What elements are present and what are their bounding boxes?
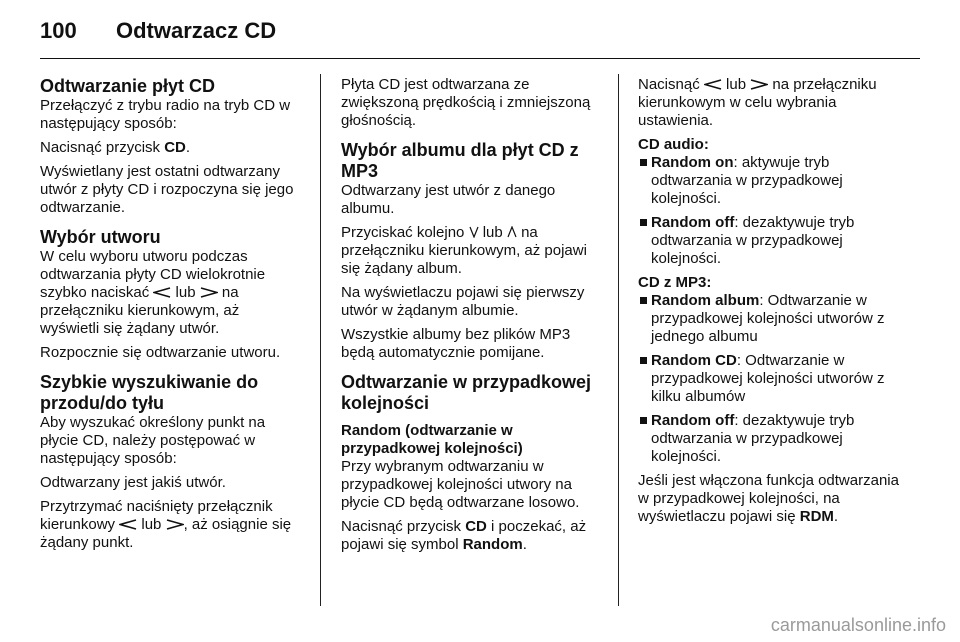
paragraph: Aby wyszukać określony punkt na płycie CD, należy postępować w następujący sposób: — [40, 414, 266, 467]
paragraph: Odtwarzany jest jakiś utwór. — [40, 474, 226, 491]
section-heading-random: Odtwarzanie w przypadkowej kolejności — [341, 372, 592, 413]
paragraph: Przyciskać kolejno lub na przełączniku kierunkowym, aż pojawi się żądany album. — [341, 224, 587, 277]
paragraph: Przy wybranym odtwarzaniu w przypadkowej kolejności utwory na płycie CD będą odtwarzane losowo. — [341, 458, 580, 511]
column-3 — [638, 76, 900, 532]
column-divider — [618, 74, 619, 606]
header-divider — [40, 58, 920, 59]
subheading-cd-audio: CD audio: — [638, 136, 709, 153]
paragraph: Nacisnąć przycisk CD. — [40, 139, 191, 156]
down-arrow-icon — [469, 226, 479, 238]
list-item: Random on: aktywuje tryb odtwarzania w przypadkowej kolejności. — [638, 154, 900, 208]
paragraph: Wszystkie albumy bez plików MP3 będą automatycznie pomijane. — [341, 326, 571, 361]
list-item: Random off: dezaktywuje tryb odtwarzania w przypadkowej kolejności. — [638, 214, 900, 268]
paragraph: Nacisnąć przycisk CD i poczekać, aż pojawi się symbol Random. — [341, 518, 587, 553]
paragraph: Przełączyć z trybu radio na tryb CD w następujący sposób: — [40, 97, 291, 132]
subheading-cd-mp3: CD z MP3: — [638, 274, 712, 291]
section-heading-album-select: Wybór albumu dla płyt CD z MP3 — [341, 140, 579, 181]
up-arrow-icon — [507, 226, 517, 238]
paragraph: Przytrzymać naciśnięty przełącznik kierunkowy lub , aż osiągnie się żądany punkt. — [40, 498, 292, 551]
section-heading-play-cd: Odtwarzanie płyt CD — [40, 76, 216, 96]
paragraph: Wyświetlany jest ostatni odtwarzany utwór z płyty CD i rozpoczyna się jego odtwarzanie. — [40, 163, 294, 216]
bullet-square-icon — [640, 159, 647, 166]
column-divider — [320, 74, 321, 606]
column-1 — [40, 76, 302, 558]
paragraph: Nacisnąć lub na przełączniku kierunkowym w celu wybrania ustawienia. — [638, 76, 877, 129]
list-item: Random off: dezaktywuje tryb odtwarzania w przypadkowej kolejności. — [638, 412, 900, 466]
left-arrow-icon — [119, 519, 137, 530]
paragraph: Na wyświetlaczu pojawi się pierwszy utwór w żądanym albumie. — [341, 284, 585, 319]
left-arrow-icon — [704, 79, 722, 90]
paragraph: Jeśli jest włączona funkcja odtwarzania w przypadkowej kolejności, na wyświetlaczu pojawi się RDM. — [638, 472, 899, 525]
left-arrow-icon — [153, 287, 171, 298]
paragraph: Odtwarzany jest utwór z danego albumu. — [341, 182, 556, 217]
list-item: Random album: Odtwarzanie w przypadkowej kolejności utworów z jednego albumu — [638, 292, 900, 346]
paragraph: W celu wyboru utworu podczas odtwarzania płyty CD wielokrotnie szybko naciskać lub na przełączniku kierunkowym, aż wyświetli się żądany utwór. — [40, 248, 266, 337]
bullet-square-icon — [640, 357, 647, 364]
paragraph: Rozpocznie się odtwarzanie utworu. — [40, 344, 281, 361]
right-arrow-icon — [200, 287, 218, 298]
section-heading-track-select: Wybór utworu — [40, 227, 161, 247]
subheading-random: Random (odtwarzanie w przypadkowej kolejności) — [341, 422, 523, 457]
bullet-square-icon — [640, 219, 647, 226]
right-arrow-icon — [750, 79, 768, 90]
paragraph: Płyta CD jest odtwarzana ze zwiększoną prędkością i zmniejszoną głośnością. — [341, 76, 591, 129]
watermark: carmanualsonline.info — [770, 615, 946, 635]
column-2 — [341, 76, 603, 560]
list-item: Random CD: Odtwarzanie w przypadkowej kolejności utworów z kilku albumów — [638, 352, 900, 406]
bullet-square-icon — [640, 297, 647, 304]
bullet-square-icon — [640, 417, 647, 424]
page-number: 100 — [40, 18, 77, 43]
page-header — [40, 18, 920, 44]
right-arrow-icon — [166, 519, 184, 530]
page-title: Odtwarzacz CD — [116, 18, 277, 43]
section-heading-fast-search: Szybkie wyszukiwanie do przodu/do tyłu — [40, 372, 259, 413]
